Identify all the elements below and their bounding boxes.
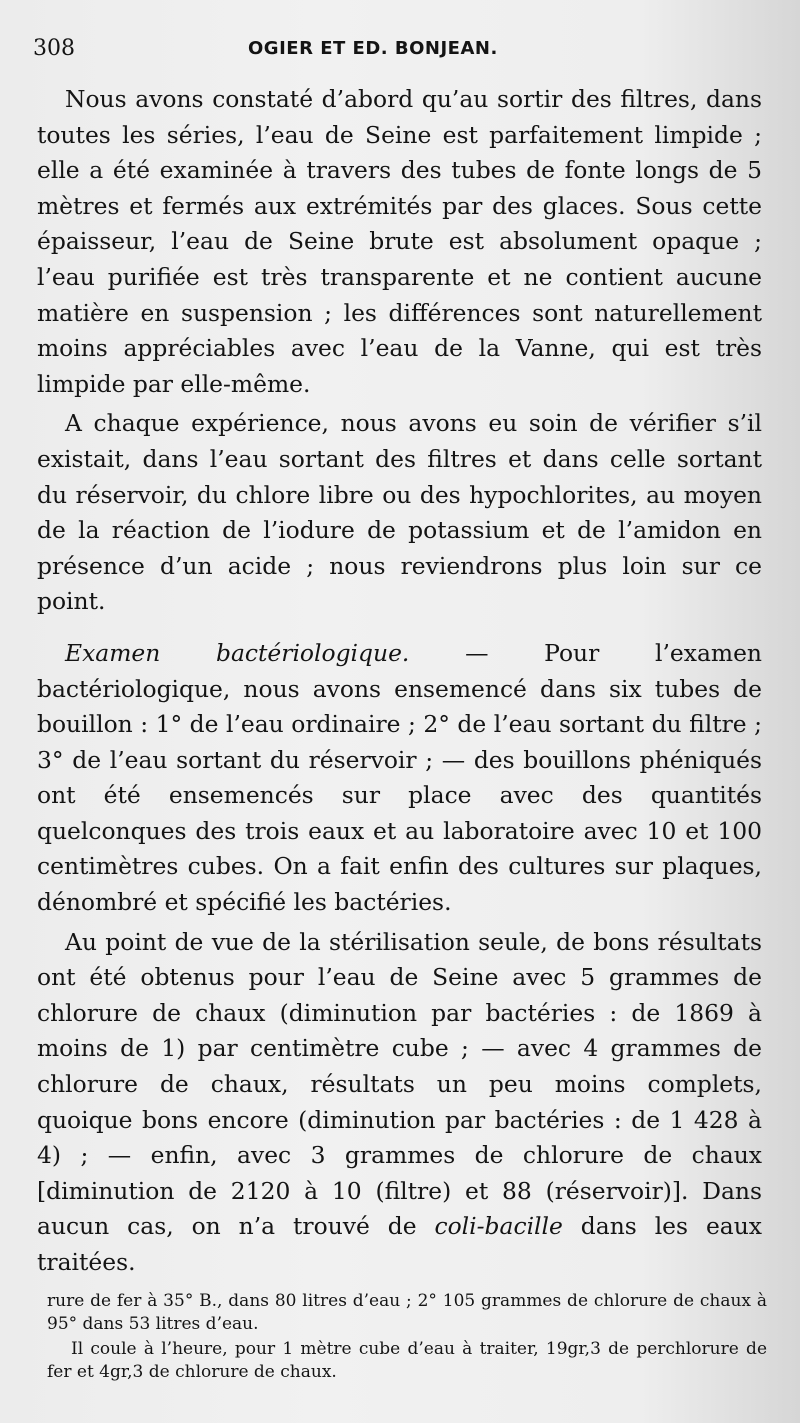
paragraph-chlorine-check: A chaque expérience, nous avons eu soin de vérifier s’il existait, dans l’eau sortant des filtres et dans celle sortant du réservoir, du chlore libre ou des hypochlorites, au moyen de la réaction de l’iodure de potassium et de l’amidon en présence d’un acide ; nous reviendrons plus loin sur ce point. [37, 409, 762, 616]
footnotes [47, 1290, 767, 1384]
page-number: 308 [33, 36, 75, 61]
paragraph-sterilisation-text-2: dans les eaux traitées. [37, 1212, 763, 1276]
paragraph-bacteriology-text: — Pour l’examen bactériologique, nous avons ensemencé dans six tubes de bouillon : 1° de l’eau ordinaire ; 2° de l’eau sortant du filtre ; 3° de l’eau sortant du réservoir ; — des bouillons phéniqués ont été ensemencés sur place avec des quantités quelconques des trois eaux et au laboratoire avec 10 et 100 centimètres cubes. On a fait enfin des cultures sur plaques, dénombré et spécifié les bactéries. [37, 638, 762, 917]
body-text [37, 82, 762, 1281]
footnote-continuation: rure de fer à 35° B., dans 80 litres d’eau ; 2° 105 grammes de chlorure de chaux à 95° dans 53 litres d’eau. [47, 1291, 767, 1334]
term-coli-bacille: coli-bacille [434, 1212, 563, 1241]
paragraph-sterilisation [37, 925, 762, 1281]
running-head: OGIER ET ED. BONJEAN. [248, 38, 498, 59]
paragraph-sterilisation-text-1: Au point de vue de la stérilisation seule, de bons résultats ont été obtenus pour l’eau de Seine avec 5 grammes de chlorure de chaux (diminution par bactéries : de 1869 à moins de 1) par centimètre cube ; — avec 4 grammes de chlorure de chaux, résultats un peu moins complets, quoique bons encore (diminution par bactéries : de 1 428 à 4) ; — enfin, avec 3 grammes de chlorure de chaux [diminution de 2120 à 10 (filtre) et 88 (réservoir)]. Dans aucun cas, on n’a trouvé de [37, 927, 762, 1241]
page-header [33, 36, 773, 68]
paragraph-bacteriology [37, 636, 762, 921]
paragraph-clarity: Nous avons constaté d’abord qu’au sortir des filtres, dans toutes les séries, l’eau de Seine est parfaitement limpide ; elle a été examinée à travers des tubes de fonte longs de 5 mètres et fermés aux extrémités par des glaces. Sous cette épaisseur, l’eau de Seine brute est absolument opaque ; l’eau purifiée est très transparente et ne contient aucune matière en suspension ; les différences sont naturellement moins appréciables avec l’eau de la Vanne, qui est très limpide par elle-même. [37, 85, 762, 398]
footnote-flow-rate: Il coule à l’heure, pour 1 mètre cube d’eau à traiter, 19gr,3 de perchlorure de fer et 4gr,3 de chlorure de chaux. [47, 1339, 767, 1382]
section-heading-bacteriology: Examen bactériologique. [65, 638, 410, 667]
